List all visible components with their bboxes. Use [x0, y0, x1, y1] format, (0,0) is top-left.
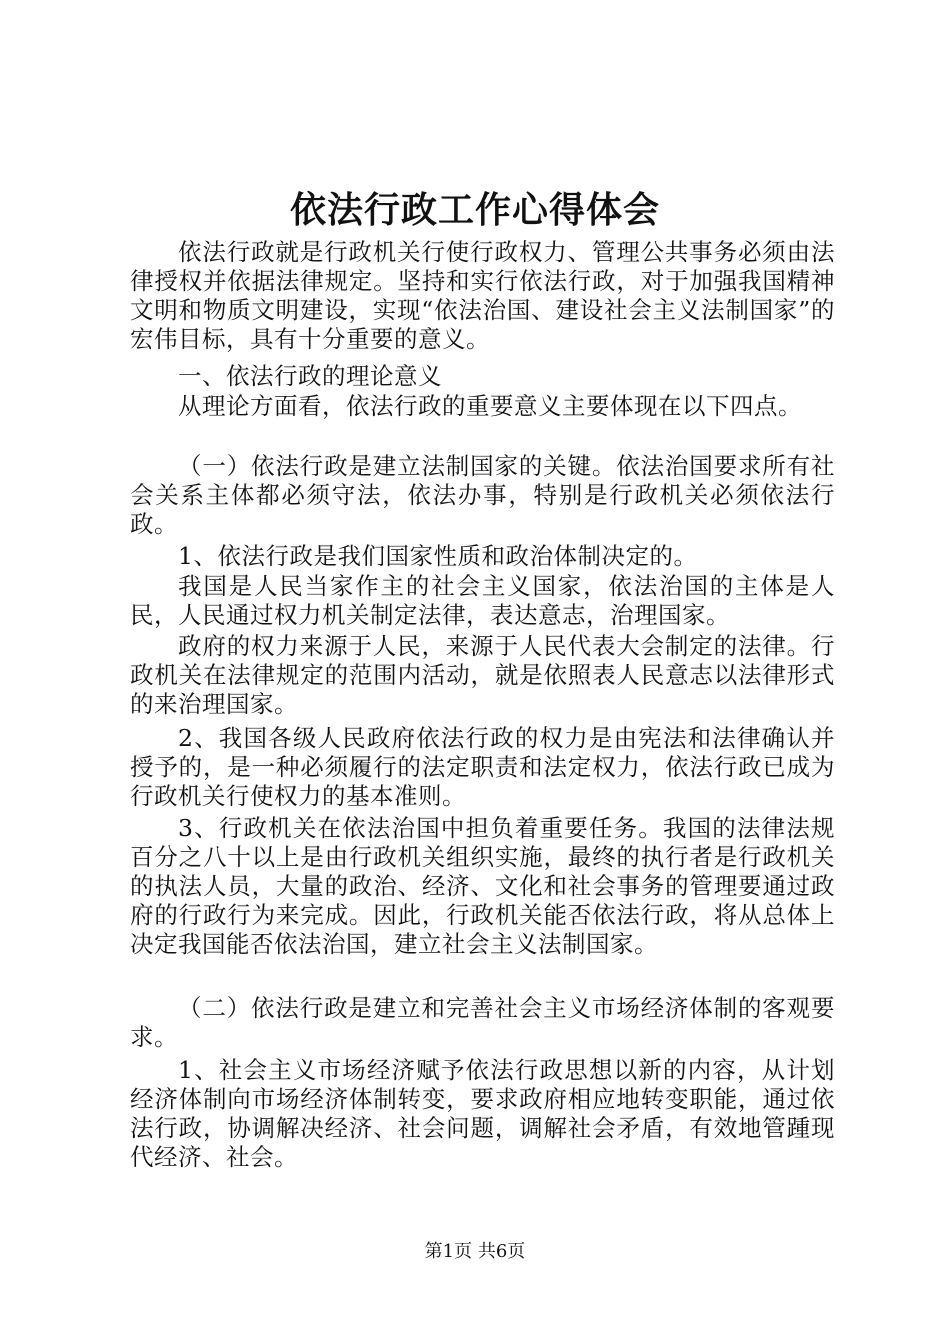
section-heading-1: 一、依法行政的理论意义: [178, 362, 442, 390]
paragraph-market-1: 1、社会主义市场经济赋予依法行政思想以新的内容，从计划经济体制向市场经济体制转变，要求政府相应地转变职能，通过依法行政，协调解决经济、社会问题，调解社会矛盾，有效地管踵现代经济、社会。: [130, 1056, 835, 1171]
paragraph-point-2: 2、我国各级人民政府依法行政的权力是由宪法和法律确认并授予的，是一种必须履行的法定职责和法定权力，依法行政已成为行政机关行使权力的基本准则。: [130, 724, 835, 810]
paragraph-theory: 从理论方面看，依法行政的重要意义主要体现在以下四点。: [178, 392, 802, 420]
paragraph-power-source: 政府的权力来源于人民，来源于人民代表大会制定的法律。行政机关在法律规定的范围内活动，就是依照表人民意志以法律形式的来治理国家。: [130, 632, 835, 718]
subsection-heading-1: （一）依法行政是建立法制国家的关键。依法治国要求所有社会关系主体都必须守法，依法办事，特别是行政机关必须依法行政。: [130, 452, 835, 538]
paragraph-people: 我国是人民当家作主的社会主义国家，依法治国的主体是人民，人民通过权力机关制定法律，表达意志，治理国家。: [130, 572, 835, 629]
page-footer: 第1页 共6页: [424, 1241, 526, 1262]
paragraph-intro: 依法行政就是行政机关行使行政权力、管理公共事务必须由法律授权并依据法律规定。坚持和实行依法行政，对于加强我国精神文明和物质文明建设，实现“依法治国、建设社会主义法制国家”的宏伟目标，具有十分重要的意义。: [130, 238, 835, 353]
subsection-heading-2: （二）依法行政是建立和完善社会主义市场经济体制的客观要求。: [130, 994, 835, 1051]
paragraph-point-3: 3、行政机关在依法治国中担负着重要任务。我国的法律法规百分之八十以上是由行政机关组织实施，最终的执行者是行政机关的执法人员，大量的政治、经济、文化和社会事务的管理要通过政府的行政行为来完成。因此，行政机关能否依法行政，将从总体上决定我国能否依法治国，建立社会主义法制国家。: [130, 814, 835, 958]
paragraph-point-1: 1、依法行政是我们国家性质和政治体制决定的。: [178, 542, 698, 570]
document-title: 依法行政工作心得体会: [289, 189, 660, 231]
